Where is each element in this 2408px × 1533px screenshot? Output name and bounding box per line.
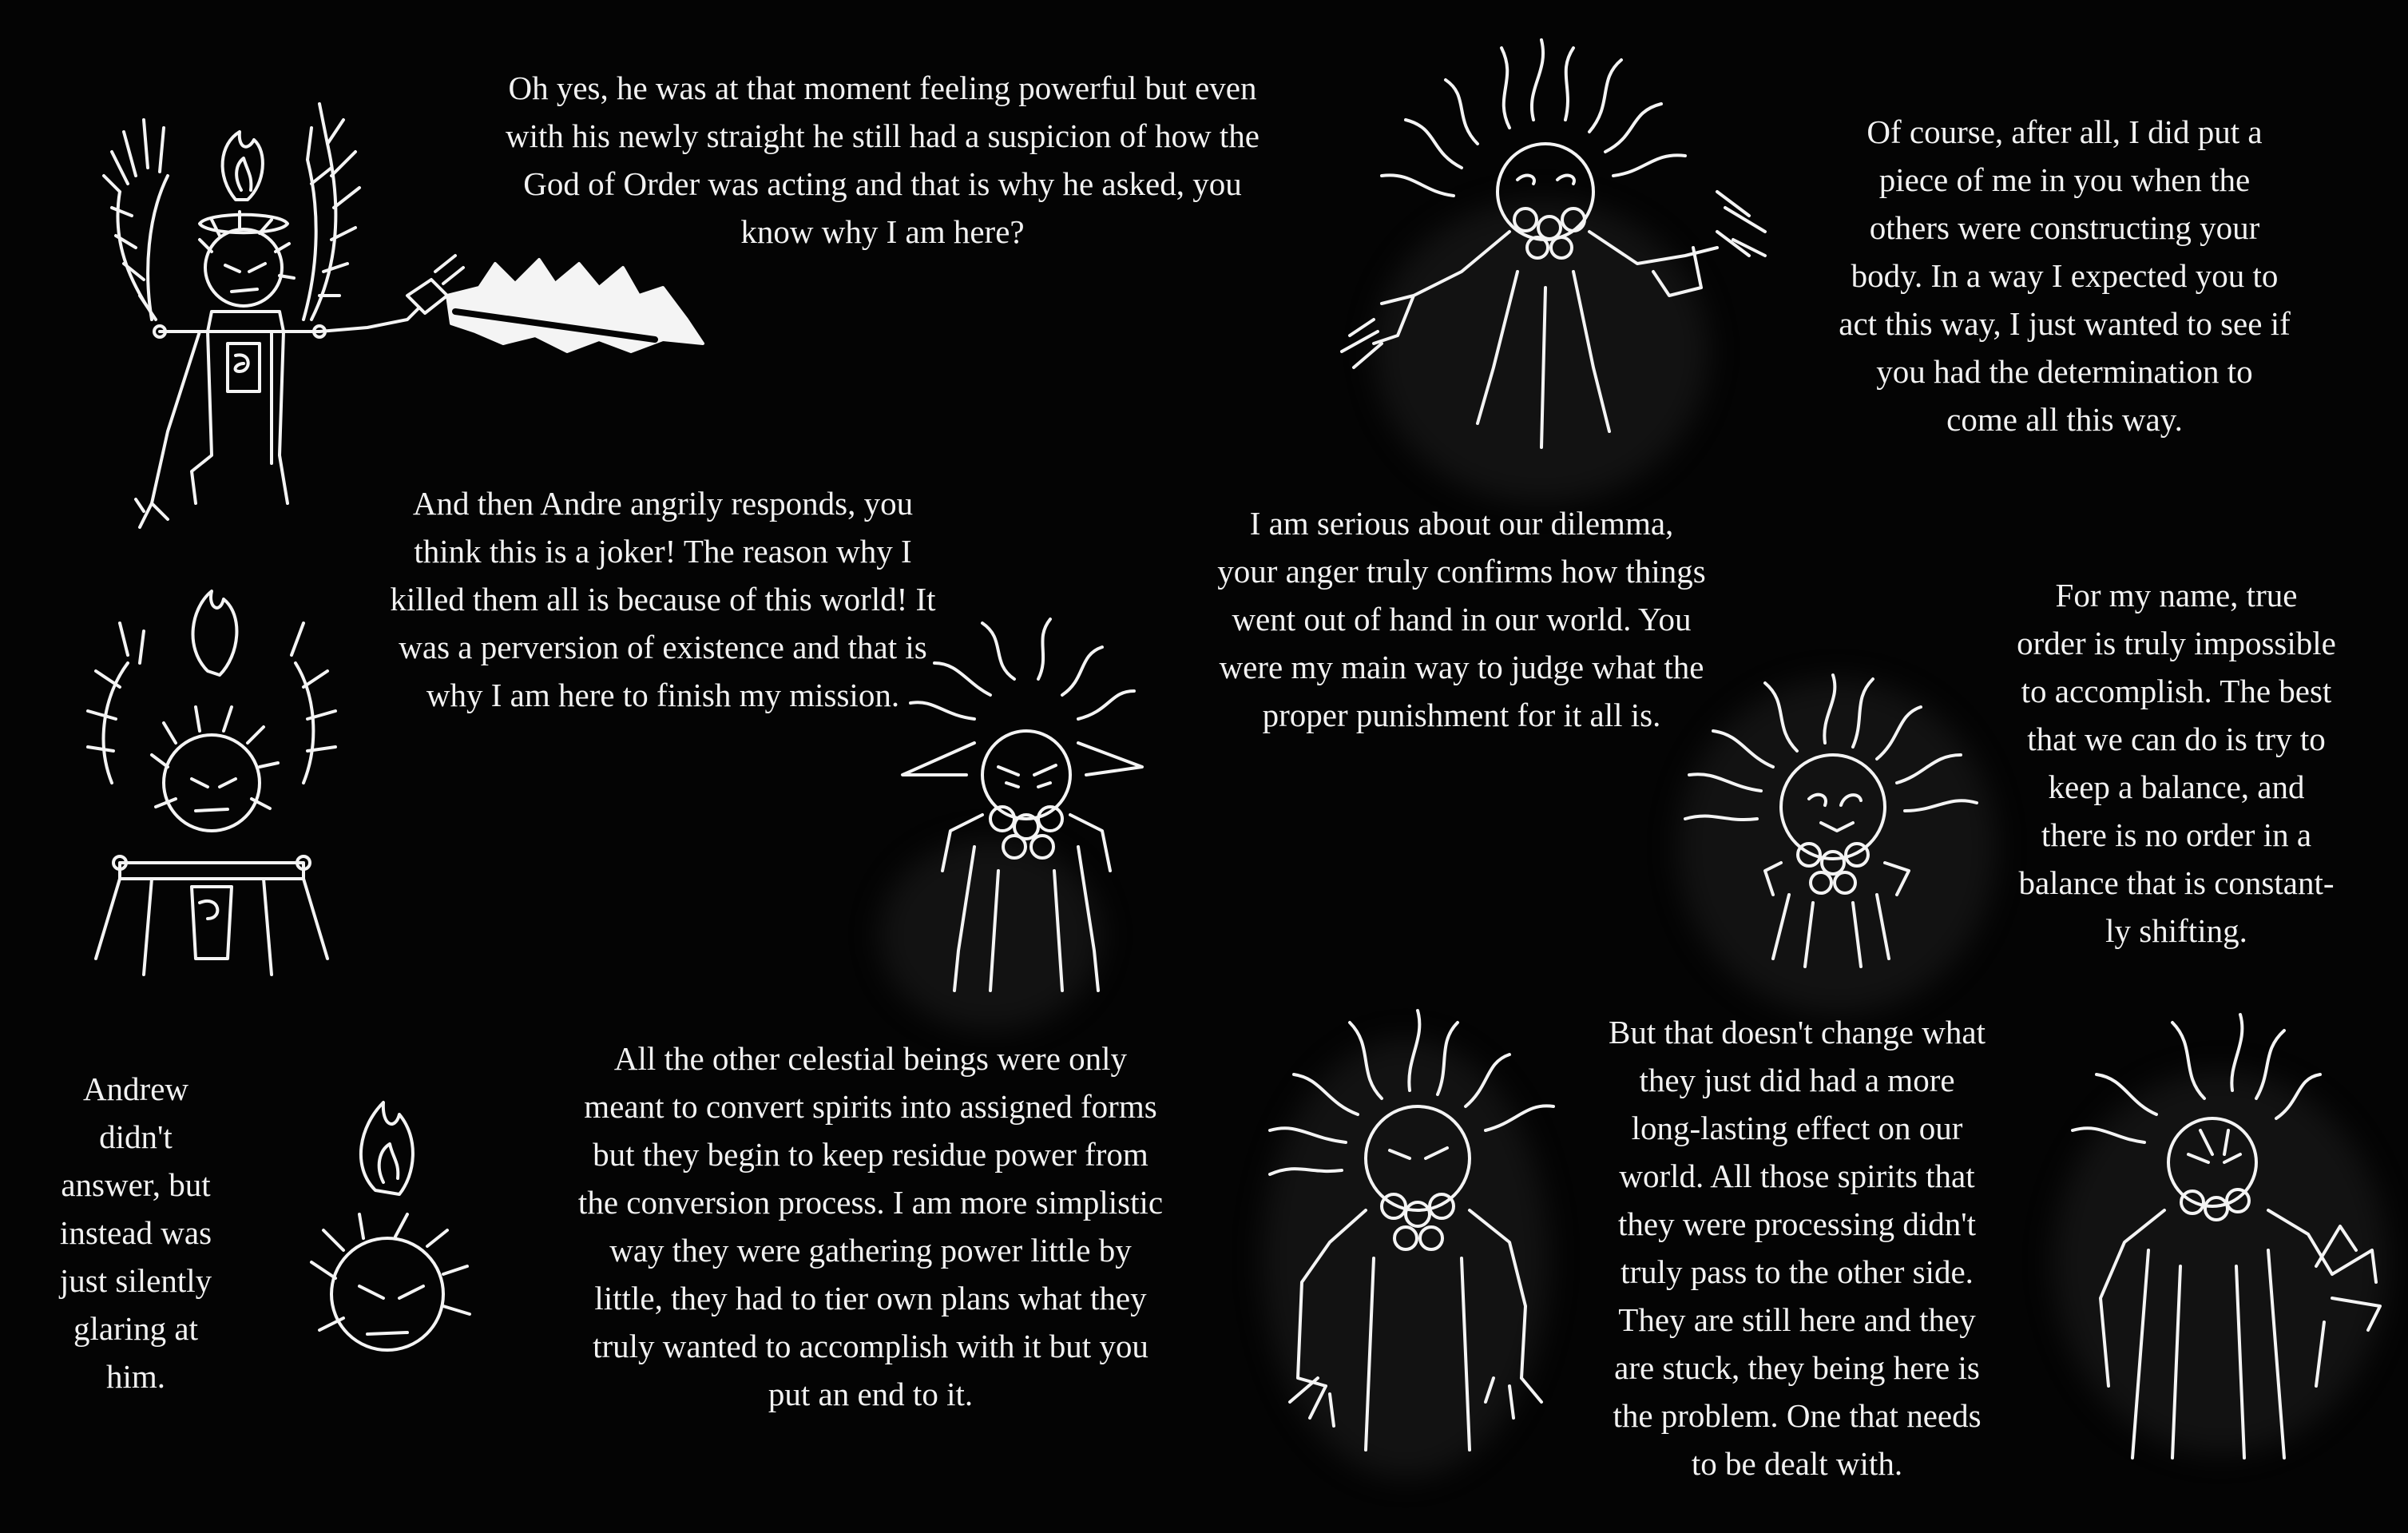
- caption-panel-3: And then Andre angrily responds, you think this is a joker! The reason why I killed them all is because of this world! It was a perversion of existence and that is why I am here to finish my mission.: [390, 485, 936, 713]
- caption-panel-1: Oh yes, he was at that moment feeling powerful but even with his newly straight he still had a suspicion of how the God of Order was acting and that is why he asked, you know why I am here?: [505, 70, 1260, 250]
- god-of-order-calm-illustration: [1677, 671, 1997, 975]
- caption-panel-7: All the other celestial beings were only meant to convert spirits into assigned forms but they begin to keep residue power from the conversion process. I am more simplistic way they were gathering power little by little, they had to tier own plans what they truly wanted to accomplish with it but you put an end to it.: [577, 1040, 1164, 1412]
- caption-panel-4: I am serious about our dilemma, your anger truly confirms how things went out of hand in our world. You were my main way to judge what the proper punishment for it all is.: [1217, 505, 1706, 733]
- god-of-order-angry-illustration: [879, 615, 1150, 1015]
- god-of-order-pointing-illustration: [1254, 1003, 1581, 1474]
- god-of-order-hand-raised-illustration: [2053, 1011, 2396, 1474]
- caption-panel-8: But that doesn't change what they just did had a more long-lasting effect on our world. All those spirits that they were processing didn't truly pass to the other side. They are still here and they are stuck, they being here is the problem. One that needs to be dealt with.: [1609, 1014, 1986, 1482]
- caption-panel-2: Of course, after all, I did put a piece of me in you when the others were constructing your body. In a way I expected you to act this way, I just wanted to see if you had the determination to come all this way.: [1839, 113, 2291, 438]
- andrew-winged-sword-illustration: [80, 56, 767, 535]
- caption-panel-5: For my name, true order is truly impossible to accomplish. The best that we can do is try to keep a balance, and there is no order in a balance that is constant- ly shifting.: [2017, 577, 2336, 949]
- caption-panel-6: Andrew didn't answer, but instead was just silently glaring at him.: [59, 1070, 212, 1395]
- god-of-order-outstretched-illustration: [1318, 32, 1813, 479]
- andrew-flame-crown-illustration: [64, 543, 351, 991]
- andrew-glaring-illustration: [288, 1078, 495, 1398]
